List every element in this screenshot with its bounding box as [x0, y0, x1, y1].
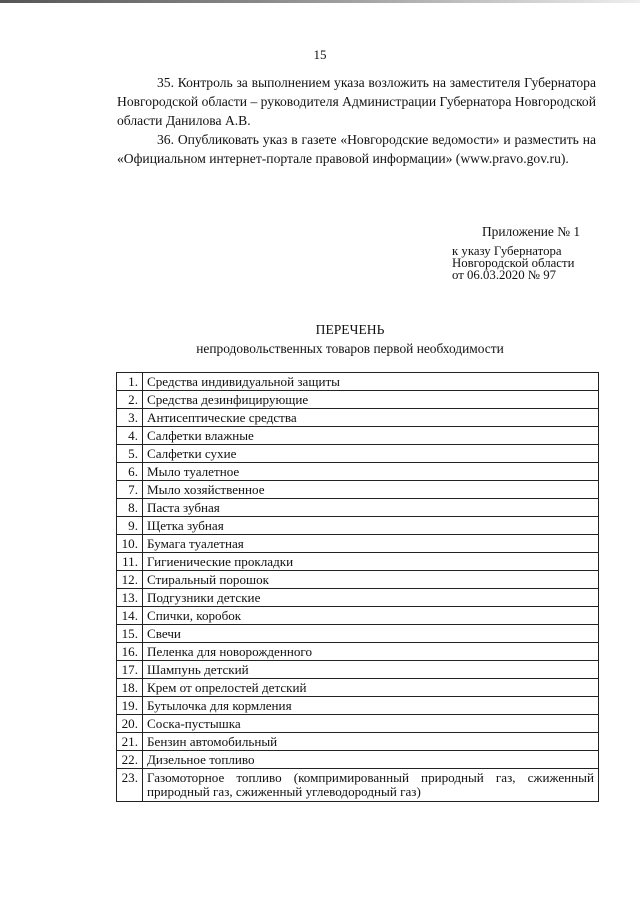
row-item-name: Пеленка для новорожденного	[143, 643, 599, 661]
row-number: 18.	[117, 679, 143, 697]
table-row	[117, 373, 599, 391]
table-row	[117, 733, 599, 751]
table-row	[117, 571, 599, 589]
table-row	[117, 769, 599, 802]
row-item-name: Шампунь детский	[143, 661, 599, 679]
row-number: 8.	[117, 499, 143, 517]
row-number: 12.	[117, 571, 143, 589]
row-item-name: Мыло туалетное	[143, 463, 599, 481]
list-subheading: непродовольственных товаров первой необходимости	[196, 341, 504, 356]
scan-edge-line	[0, 0, 640, 3]
row-item-name: Стиральный порошок	[143, 571, 599, 589]
paragraph-35: 35. Контроль за выполнением указа возложить на заместителя Губернатора Новгородской области – руководителя Администрации Губернатора Новгородской области Данилова А.В.	[117, 75, 596, 128]
row-number: 15.	[117, 625, 143, 643]
row-number: 10.	[117, 535, 143, 553]
row-number: 2.	[117, 391, 143, 409]
table-row	[117, 481, 599, 499]
row-item-name: Щетка зубная	[143, 517, 599, 535]
row-number: 3.	[117, 409, 143, 427]
row-item-name: Антисептические средства	[143, 409, 599, 427]
row-item-name: Бутылочка для кормления	[143, 697, 599, 715]
table-row	[117, 679, 599, 697]
row-number: 6.	[117, 463, 143, 481]
table-row	[117, 661, 599, 679]
appendix-line-3: от 06.03.2020 № 97	[452, 268, 557, 282]
table-row	[117, 445, 599, 463]
table-row	[117, 391, 599, 409]
appendix-title: Приложение № 1	[482, 224, 581, 239]
row-item-name: Спички, коробок	[143, 607, 599, 625]
row-item-name: Паста зубная	[143, 499, 599, 517]
row-number: 9.	[117, 517, 143, 535]
paragraph-36: 36. Опубликовать указ в газете «Новгородские ведомости» и разместить на «Официальном интернет-портале правовой информации» (www.pravo.gov.ru).	[117, 132, 596, 166]
row-item-name: Мыло хозяйственное	[143, 481, 599, 499]
goods-table	[116, 372, 599, 802]
row-number: 16.	[117, 643, 143, 661]
row-number: 14.	[117, 607, 143, 625]
row-number: 4.	[117, 427, 143, 445]
row-item-name: Подгузники детские	[143, 589, 599, 607]
appendix-line-2: Новгородской области	[452, 256, 575, 270]
row-item-name: Салфетки сухие	[143, 445, 599, 463]
row-item-name: Дизельное топливо	[143, 751, 599, 769]
row-number: 11.	[117, 553, 143, 571]
table-row	[117, 553, 599, 571]
row-item-name: Гигиенические прокладки	[143, 553, 599, 571]
row-number: 22.	[117, 751, 143, 769]
row-number: 7.	[117, 481, 143, 499]
list-heading: ПЕРЕЧЕНЬ	[315, 322, 385, 337]
row-number: 23.	[117, 769, 143, 802]
row-item-name: Газомоторное топливо (компримированный природный газ, сжиженный природный газ, сжиженный углеводородный газ)	[143, 769, 599, 802]
table-row	[117, 589, 599, 607]
table-row	[117, 751, 599, 769]
appendix-block	[452, 226, 602, 281]
row-item-name: Салфетки влажные	[143, 427, 599, 445]
page-number: 15	[313, 47, 327, 62]
table-row	[117, 535, 599, 553]
row-item-name: Крем от опрелостей детский	[143, 679, 599, 697]
row-number: 17.	[117, 661, 143, 679]
row-item-name: Средства дезинфицирующие	[143, 391, 599, 409]
row-number: 1.	[117, 373, 143, 391]
table-row	[117, 517, 599, 535]
table-row	[117, 697, 599, 715]
row-item-name: Бензин автомобильный	[143, 733, 599, 751]
row-number: 21.	[117, 733, 143, 751]
row-number: 13.	[117, 589, 143, 607]
row-item-name: Соска-пустышка	[143, 715, 599, 733]
table-row	[117, 463, 599, 481]
table-row	[117, 643, 599, 661]
appendix-line-1: к указу Губернатора	[452, 244, 562, 258]
table-row	[117, 607, 599, 625]
table-row	[117, 715, 599, 733]
row-item-name: Средства индивидуальной защиты	[143, 373, 599, 391]
row-number: 20.	[117, 715, 143, 733]
table-row	[117, 625, 599, 643]
table-row	[117, 427, 599, 445]
row-number: 19.	[117, 697, 143, 715]
row-item-name: Бумага туалетная	[143, 535, 599, 553]
table-row	[117, 499, 599, 517]
table-row	[117, 409, 599, 427]
row-number: 5.	[117, 445, 143, 463]
row-item-name: Свечи	[143, 625, 599, 643]
